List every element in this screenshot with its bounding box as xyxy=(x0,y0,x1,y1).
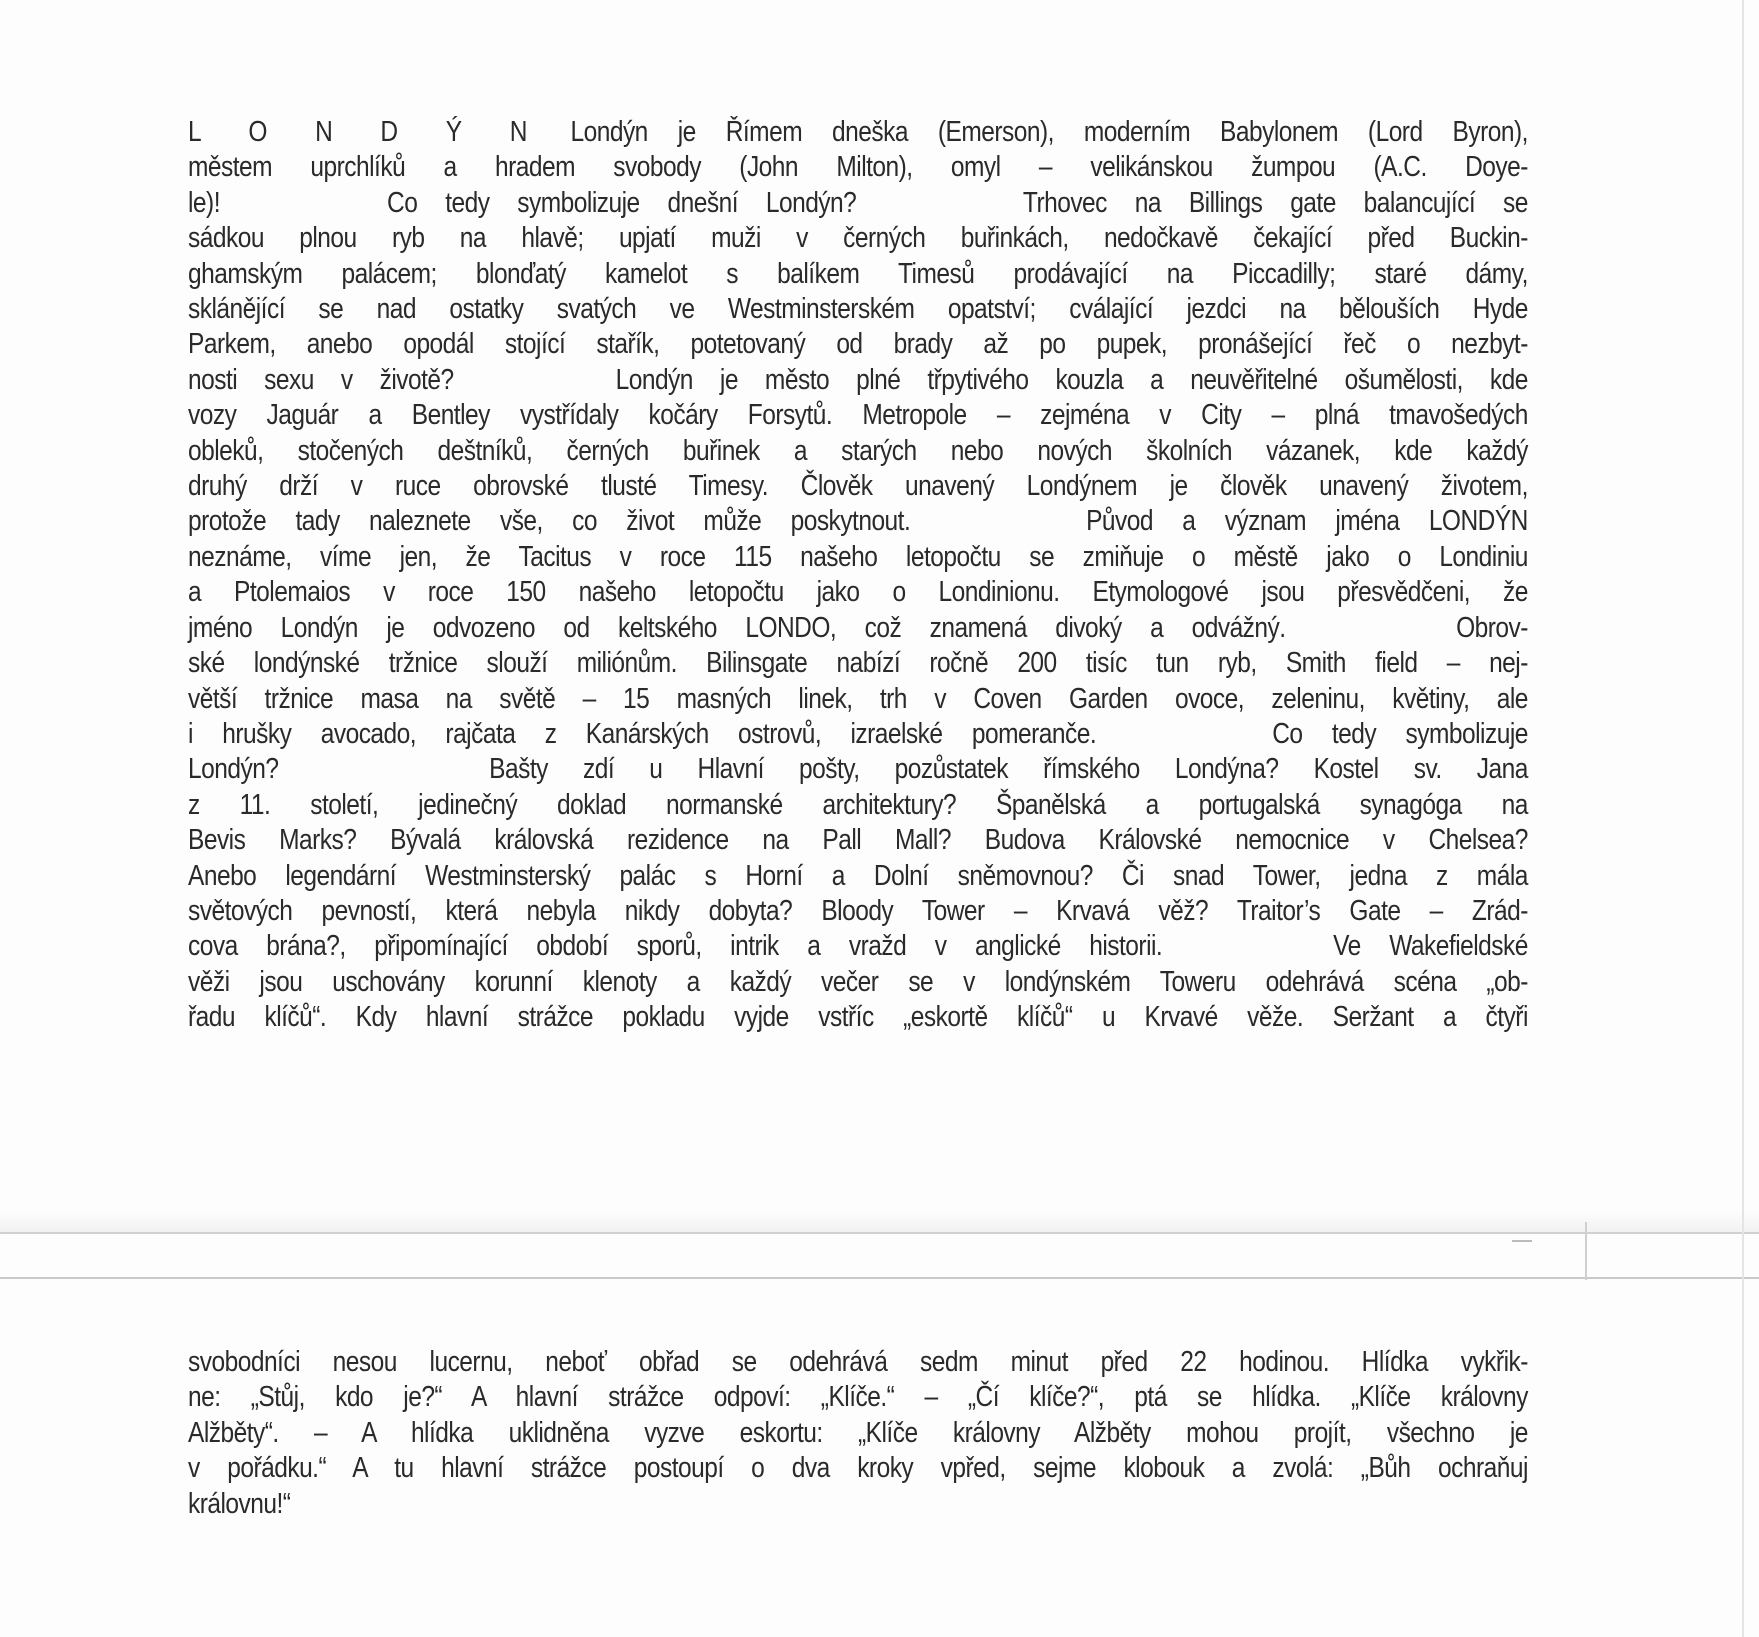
text-line: vozy Jaguár a Bentley vystřídaly kočáry Forsytů. Metropole – zejména v City – plná tmavošedých xyxy=(188,399,1528,432)
text-line: ne: „Stůj, kdo je?“ A hlavní strážce odpoví: „Klíče.“ – „Čí klíče?“, ptá se hlídka. „Klíče královny xyxy=(188,1381,1528,1414)
fold-line xyxy=(0,1232,1759,1234)
text-line: le)! Co tedy symbolizuje dnešní Londýn? Trhovec na Billings gate balancující se xyxy=(188,186,1528,219)
page-edge xyxy=(1742,0,1744,1637)
text-block-top xyxy=(188,115,1528,1036)
text-line: obleků, stočených deštníků, černých buřinek a starých nebo nových školních vázanek, kde každý xyxy=(188,434,1528,467)
fold-mark xyxy=(1512,1240,1532,1242)
text-line: ské londýnské tržnice slouží miliónům. Bilinsgate nabízí ročně 200 tisíc tun ryb, Smith field – nej- xyxy=(188,647,1528,680)
text-line: v pořádku.“ A tu hlavní strážce postoupí o dva kroky vpřed, sejme klobouk a zvolá: „Bůh ochraňuj xyxy=(188,1452,1528,1485)
text-line: Alžběty“. – A hlídka uklidněna vyzve eskortu: „Klíče královny Alžběty mohou projít, všechno je xyxy=(188,1416,1528,1449)
text-line: Londýn? Bašty zdí u Hlavní pošty, pozůstatek římského Londýna? Kostel sv. Jana xyxy=(188,753,1528,786)
text-line: svobodníci nesou lucernu, neboť obřad se odehrává sedm minut před 22 hodinou. Hlídka vykřik- xyxy=(188,1346,1528,1378)
text-line: ghamským palácem; blonďatý kamelot s balíkem Timesů prodávající na Piccadilly; staré dámy, xyxy=(188,257,1528,290)
text-line: jméno Londýn je odvozeno od keltského LONDO, což znamená divoký a odvážný. Obrov- xyxy=(188,611,1528,644)
text-line: Parkem, anebo opodál stojící stařík, potetovaný od brady až po pupek, pronášející řeč o nezbyt- xyxy=(188,328,1528,361)
text-line: královnu!“ xyxy=(188,1487,291,1520)
fold-line xyxy=(0,1277,1759,1279)
text-line: a Ptolemaios v roce 150 našeho letopočtu jako o Londinionu. Etymologové jsou přesvědčeni, že xyxy=(188,576,1528,609)
text-line: Bevis Marks? Bývalá královská rezidence na Pall Mall? Budova Královské nemocnice v Chelsea? xyxy=(188,824,1528,857)
text-line: větší tržnice masa na světě – 15 masných linek, trh v Coven Garden ovoce, zeleninu, květiny, ale xyxy=(188,682,1528,715)
fold-shadow xyxy=(0,1212,1759,1234)
text-line: věži jsou uschovány korunní klenoty a každý večer se v londýnském Toweru odehrává scéna „ob- xyxy=(188,965,1528,998)
text-line: nosti sexu v životě? Londýn je město plné třpytivého kouzla a neuvěřitelné ošumělosti, kde xyxy=(188,363,1528,396)
text-line: sádkou plnou ryb na hlavě; upjatí muži v černých buřinkách, nedočkavě čekající před Buckin- xyxy=(188,222,1528,255)
text-line: řadu klíčů“. Kdy hlavní strážce pokladu vyjde vstříc „eskortě klíčů“ u Krvavé věže. Seržant a čtyři xyxy=(188,1001,1528,1034)
text-line: Anebo legendární Westminsterský palác s Horní a Dolní sněmovnou? Či snad Tower, jedna z mála xyxy=(188,859,1528,892)
text-line: sklánějící se nad ostatky svatých ve Westminsterském opatství; cválající jezdci na bělouších Hyde xyxy=(188,293,1528,326)
text-line: neznáme, víme jen, že Tacitus v roce 115 našeho letopočtu se zmiňuje o městě jako o Londiniu xyxy=(188,540,1528,573)
text-block-bottom xyxy=(188,1345,1528,1522)
text-line-content: Londýn je Římem dneška (Emerson), moderním Babylonem (Lord Byron), xyxy=(570,116,1528,148)
text-line: z 11. století, jedinečný doklad normanské architektury? Španělská a portugalská synagóga na xyxy=(188,788,1528,821)
text-line: světových pevností, která nebyla nikdy dobyta? Bloody Tower – Krvavá věž? Traitor’s Gate – Zrád- xyxy=(188,894,1528,927)
document-title: L O N D Ý N xyxy=(188,116,537,148)
text-line: cova brána?, připomínající období sporů, intrik a vražd v anglické historii. Ve Wakefieldské xyxy=(188,930,1528,963)
text-line: druhý drží v ruce obrovské tlusté Timesy. Člověk unavený Londýnem je člověk unavený životem, xyxy=(188,470,1528,503)
fold-notch xyxy=(1585,1222,1587,1280)
text-line: i hrušky avocado, rajčata z Kanárských ostrovů, izraelské pomeranče. Co tedy symbolizuje xyxy=(188,717,1528,750)
text-line: protože tady naleznete vše, co život může poskytnout. Původ a význam jména LONDÝN xyxy=(188,505,1528,538)
text-line xyxy=(188,115,1528,150)
text-line: městem uprchlíků a hradem svobody (John Milton), omyl – velikánskou žumpou (A.C. Doye- xyxy=(188,151,1528,184)
